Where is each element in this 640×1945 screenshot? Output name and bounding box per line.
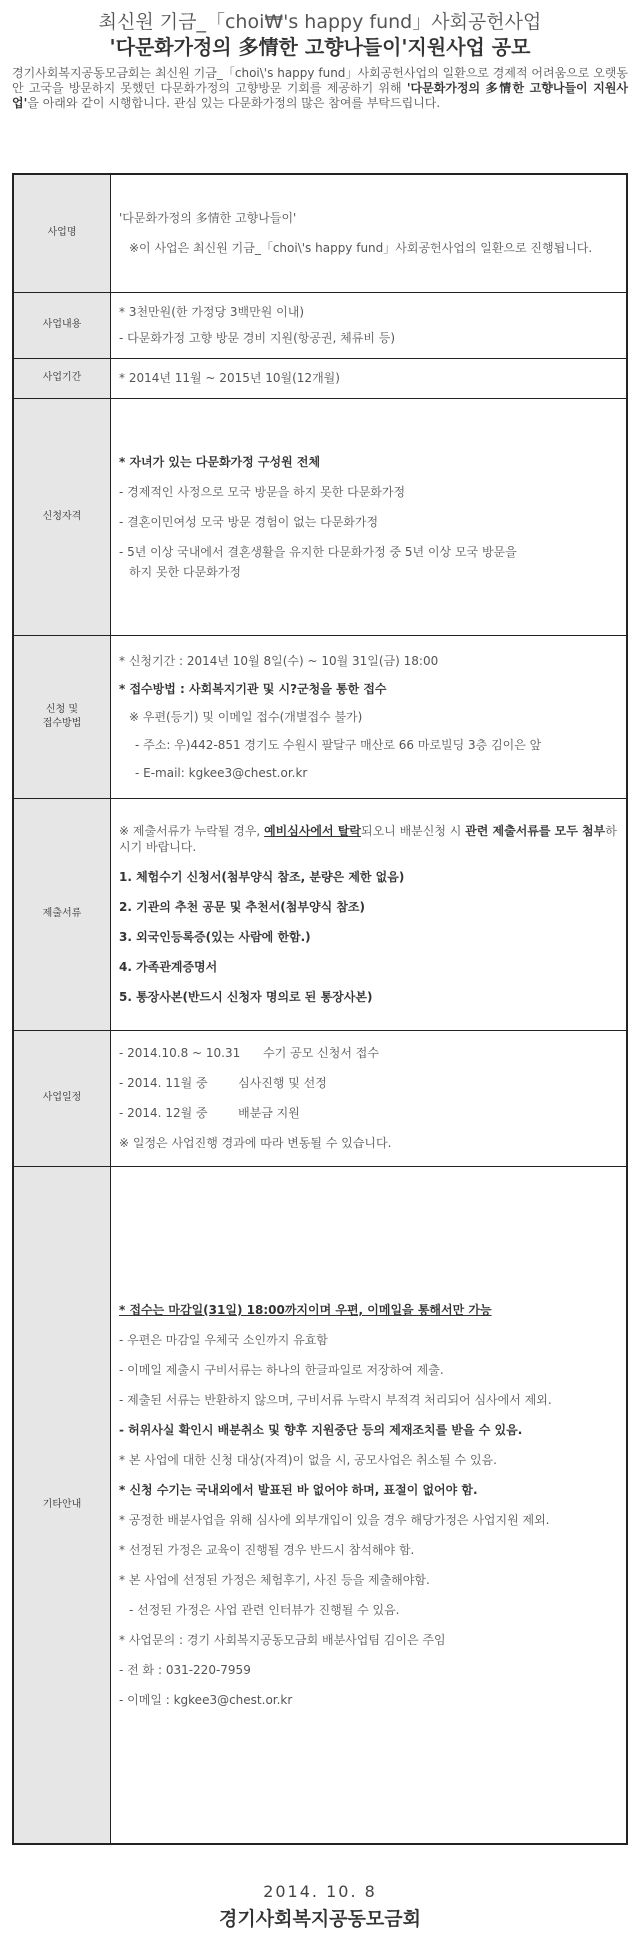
schedule-item: - 2014. 11월 중 심사진행 및 선정 xyxy=(119,1076,327,1090)
document-item: 4. 가족관계증명서 xyxy=(119,960,218,974)
intro-text-bold: '다문화가정의 多情한 고향나들이 지원사업' xyxy=(12,81,629,110)
document-item: 1. 체험수기 신청서(첨부양식 참조, 분량은 제한 없음) xyxy=(119,870,405,884)
apply-period: * 신청기간 : 2014년 10월 8일(수) ~ 10월 31일(금) 18:00 xyxy=(119,653,439,668)
document-footer xyxy=(0,1882,640,1932)
document-item: 2. 기관의 추천 공문 및 추천서(첨부양식 참조) xyxy=(119,900,366,914)
documents-notice-emph: 예비심사에서 탈락 xyxy=(264,824,361,838)
content-eligibility xyxy=(111,398,628,635)
program-name-note: ※이 사업은 최신원 기금_「choi\'s happy fund」사회공헌사업의 일환으로 진행됩니다. xyxy=(129,241,593,256)
other-info-item: - 선정된 가정은 사업 관련 인터뷰가 진행될 수 있음. xyxy=(129,1602,400,1617)
eligibility-item-cont: 하지 못한 다문화가정 xyxy=(129,564,241,579)
row-schedule xyxy=(13,1030,627,1166)
label-schedule: 사업일정 xyxy=(13,1030,111,1166)
schedule-item: - 2014. 12월 중 배분금 지원 xyxy=(119,1106,300,1120)
label-application-line1: 신청 및 xyxy=(45,703,79,715)
documents-notice-part: 하시기 바랍니다. xyxy=(119,824,617,854)
other-info-item: * 본 사업에 선정된 가정은 체험후기, 사진 등을 제출해야함. xyxy=(119,1572,430,1587)
eligibility-item: - 결혼이민여성 모국 방문 경험이 없는 다문화가정 xyxy=(119,514,379,529)
row-application xyxy=(13,635,627,798)
label-application xyxy=(13,635,111,798)
apply-method-note: ※ 우편(등기) 및 이메일 접수(개별접수 불가) xyxy=(129,709,363,724)
title-fund-name: 최신원 기금_「choi₩'s happy fund」사회공헌사업 xyxy=(98,11,542,33)
other-info-item: - 허위사실 확인시 배분취소 및 향후 지원중단 등의 제재조치를 받을 수 있음. xyxy=(119,1422,523,1437)
content-documents xyxy=(111,798,628,1030)
content-program-name xyxy=(111,174,628,292)
label-program-content: 사업내용 xyxy=(13,292,111,358)
intro-paragraph xyxy=(12,66,628,111)
other-info-item: * 본 사업에 대한 신청 대상(자격)이 없을 시, 공모사업은 취소될 수 있음. xyxy=(119,1452,497,1467)
period-text: * 2014년 11월 ~ 2015년 10월(12개월) xyxy=(119,371,340,385)
schedule-note: ※ 일정은 사업진행 경과에 따라 변동될 수 있습니다. xyxy=(119,1136,392,1150)
apply-method: * 접수방법 : 사회복지기관 및 시?군청을 통한 접수 xyxy=(119,681,387,696)
documents-notice-emph: 관련 제출서류를 모두 첨부 xyxy=(465,824,606,838)
other-info-item: - 이메일 제출시 구비서류는 하나의 한글파일로 저장하여 제출. xyxy=(119,1362,444,1377)
title-program-name: '다문화가정의 多情한 고향나들이'지원사업 공모 xyxy=(109,35,531,59)
eligibility-main: * 자녀가 있는 다문화가정 구성원 전체 xyxy=(119,454,321,469)
content-budget: * 3천만원(한 가정당 3백만원 이내) xyxy=(119,305,304,319)
label-program-period: 사업기간 xyxy=(13,358,111,398)
content-application xyxy=(111,635,628,798)
documents-notice-part: ※ 제출서류가 누락될 경우, xyxy=(119,824,265,838)
document-item: 3. 외국인등록증(있는 사람에 한함.) xyxy=(119,930,311,944)
program-name-text: '다문화가정의 多情한 고향나들이' xyxy=(119,211,297,226)
other-info-item: * 접수는 마감일(31일) 18:00까지이며 우편, 이메일을 통해서만 가능 xyxy=(119,1302,492,1317)
row-program-content xyxy=(13,292,627,358)
content-program-content xyxy=(111,292,628,358)
row-eligibility xyxy=(13,398,627,635)
row-program-name xyxy=(13,174,627,292)
program-info-table xyxy=(12,173,628,1845)
label-application-line2: 접수방법 xyxy=(42,717,82,729)
other-info-item: - 제출된 서류는 반환하지 않으며, 구비서류 누락시 부적격 처리되어 심사에서 제외. xyxy=(119,1392,552,1407)
row-program-period xyxy=(13,358,627,398)
apply-email: - E-mail: kgkee3@chest.or.kr xyxy=(135,765,308,780)
other-info-item: * 공정한 배분사업을 위해 심사에 외부개입이 있을 경우 해당가정은 사업지원 제외. xyxy=(119,1512,550,1527)
other-info-phone: - 전 화 : 031-220-7959 xyxy=(119,1662,251,1677)
content-program-period xyxy=(111,358,628,398)
intro-text-pre: 경기사회복지공동모금회는 최신원 기금_「choi\'s happy fund」사회공헌사업의 일환으로 경제적 어려움으로 오랫동안 고국을 방문하지 못했던 다문화가정의 고향방문 기회를 제공하기 위해 xyxy=(12,66,628,95)
row-documents xyxy=(13,798,627,1030)
document-item: 5. 통장사본(반드시 신청자 명의로 된 통장사본) xyxy=(119,990,373,1004)
content-support-detail: - 다문화가정 고향 방문 경비 지원(항공권, 체류비 등) xyxy=(119,331,396,345)
label-eligibility: 신청자격 xyxy=(13,398,111,635)
eligibility-item: - 경제적인 사정으로 모국 방문을 하지 못한 다문화가정 xyxy=(119,484,406,499)
other-info-item: - 우편은 마감일 우체국 소인까지 유효함 xyxy=(119,1332,328,1347)
label-other-info: 기타안내 xyxy=(13,1166,111,1844)
other-info-contact: * 사업문의 : 경기 사회복지공동모금회 배분사업팀 김이은 주임 xyxy=(119,1632,446,1647)
label-program-name: 사업명 xyxy=(13,174,111,292)
apply-address: - 주소: 우)442-851 경기도 수원시 팔달구 매산로 66 마로빌딩 3층 김이은 앞 xyxy=(135,737,542,752)
documents-notice xyxy=(119,823,618,855)
label-documents: 제출서류 xyxy=(13,798,111,1030)
eligibility-item: - 5년 이상 국내에서 결혼생활을 유지한 다문화가정 중 5년 이상 모국 방문을 xyxy=(119,544,517,559)
document-header xyxy=(0,10,640,111)
other-info-item: * 신청 수기는 국내외에서 발표된 바 없어야 하며, 표절이 없어야 함. xyxy=(119,1482,478,1497)
intro-text-post: 을 아래와 같이 시행합니다. 관심 있는 다문화가정의 많은 참여를 부탁드립니다. xyxy=(27,96,441,110)
schedule-item: - 2014.10.8 ~ 10.31 수기 공모 신청서 접수 xyxy=(119,1046,379,1060)
content-schedule xyxy=(111,1030,628,1166)
row-other-info xyxy=(13,1166,627,1844)
other-info-item: * 선정된 가정은 교육이 진행될 경우 반드시 참석해야 함. xyxy=(119,1542,415,1557)
footer-date: 2014. 10. 8 xyxy=(263,1882,377,1901)
content-other-info xyxy=(111,1166,628,1844)
documents-notice-part: 되오니 배분신청 시 xyxy=(360,824,466,838)
other-info-email: - 이메일 : kgkee3@chest.or.kr xyxy=(119,1692,293,1707)
footer-organization: 경기사회복지공동모금회 xyxy=(219,1908,421,1930)
